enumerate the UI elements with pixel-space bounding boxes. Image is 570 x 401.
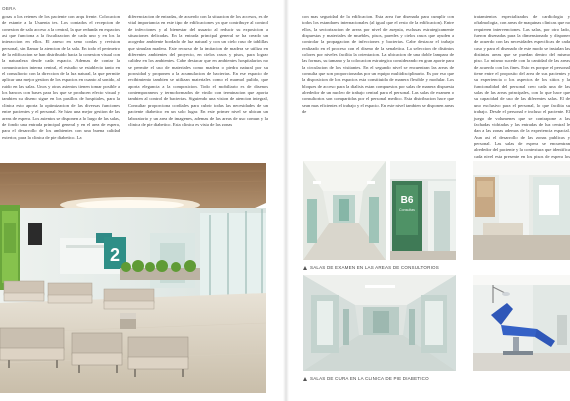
exam-room-sign-photo (390, 161, 456, 260)
exam-room-photo (473, 161, 570, 260)
room-number-sign: B6 (400, 195, 414, 206)
body-text: con mas seguridad de la edificacion. Esta area fue disenada para cumplir con todos los estandares internacionales (al igual que el resto de la edificacion). Entre ellos, la sectorizacion de areas por nivel de asepsia, esclusas estrategicamente dispuestas y materiales de muebles, pisos, paredes y cielos rasos que ayuden a controlar la propagacion de infecciones y bacterias. Cabe destacar el trabajo realizado en el proceso con el diseno de la senaletica. La seleccion de distintos colores por niveles facilita la orientacion. La ubicacion de una doble lampara de las formas, su tamano y la colocacion estrategica considerando en gran aporte para la circulacion de los visitantes. En el segundo nivel se encuentran las areas de consulta que son proporcionadas por un equipo multidisciplinario. Es por eso que la disposicion de los espacios esta constituida de manera flexible y modular. Los bloques de acceso para la dialisis estan compuestos por salas de manera dispuesta alrededor de un nucleo de trabajo central para el personal. Las salas de examen o consultorios son compartidas por el personal medico. Esta distribucion hace que sean mas eficientes el trabajo y el espacio. En este nivel tambien se disponen areas de (302, 14, 454, 115)
caption-marker-icon (303, 266, 307, 270)
running-head: OBRA (2, 6, 16, 11)
body-text: gosas a los retenes de los paciente con arqu frente. Colocacion de estante a la Usuenta tes. Los contados el recepcion de conexion de sala acceso a la central, la que redunda en espacios asi que funciona a la fiscalizacion de cada uno y en los la interaccion en ellos. El anexo en seno conlas y revision personal, sin llamar la atencion de la sala. En todo el perimetro de la edificacion se han distribuido hacia la conexion visual con la naturaleza desde cada espacio. Ademas de contar la comunicacion interna central, el estudio se establecio tanto en el consultorio con la direccion de la luz natural, la que permite aplicar una mejor gestion de los espacios en cuanto al sonido, al ruido en las salas. Unos y otras asientos tienen tomar posible a los bancos con bases para los que se producen efecto visual y tambien su diseno sigue en los pasillos de hospitales, para la clinica esto aporta la optimizacion de las diversas funciones entre pacientes y el personal. Se hizo una mejor gestion de las areas de espera. Los asientos se disponen a lo largo de las salas, de fondo una entrada principal general y en el area de espera, para el desarrollo de los ambientes con una buena calidad exterior, para la clinica de pie diabetico. La (2, 14, 120, 140)
caption-text: SALAS DE EXAMEN EN LAS AREAS DE CONSULTORIOS (310, 265, 439, 270)
floor-number-sign: 2 (109, 245, 121, 265)
photo-caption-exam-rooms (303, 265, 439, 270)
body-text: diferenciacion de entradas, de acuerdo con la situacion de los accesos, es de vital importancia en este tipo de edificaciones ya que contribuye al control de infecciones y al bienestar del usuario al reducir su exposicion a situaciones delicadas. En la entrada principal general se ha creado un acogedor ambiente bordado de luz natural y con un cielo raso de tablillas que simulan madera. Este recurso de la imitacion de madera se utiliza en diferentes ambientes del proyecto, en cielos rasos y pisos, para lograr calidez en los ambientes. Cabe destacar que en ambientes hospitalarios no se permite el uso de materiales como madera o piedra natural por su porosidad y proponen a la acumulacion de bacterias. En ese espacio de recibimiento tambien se utilizan materiales como el marmol pulido, que aporta elegancia a la composicion. Todo el mobiliario es de disenos contemporaneos y termoformados de vinilo con terminacion que aporta tambien al control de bacterias. Siguiendo una vision de atencion integral, Consultar proporciona cordiales para cubrir todas las necesidades de un paciente diabetico en un solo lugar. En este primer nivel se ubican un laboratorio y un area de imagenes, ademas de las areas de uso comun y la clinica de pie diabetico. Esta clinica es vista de las zonas (128, 14, 268, 127)
body-text: tratamientos especializados de cardiologia y oftalmologia, con areas de maquinas clinicas que no requieren intervenciones. Las salas, por otro lado, fueron disenadas para la dimensionado y disponer de acuerdo con las necesidades especificas de cada caso y para el disenado de este modo se instalan las distintas areas que se puedan dentro del mismo piso. Lo mismo sucede con la cantidad de las areas de acuerdo con los fines. Esto es porque el personal tiene entre el proposito del area de sus pacientes y su experiencia o los aspectos de los sitios y la funcionalidad del personal creo cada una de las salas de las areas principales, con lo que hace que su capacidad de uso de las diferentes salas. El de uno exclusivo para el personal, lo que facilita su trabajo. Desde el personal e incluso el paciente. El juego de volumenes que se contrapone a las fachadas vidriadas y las entradas de luz central le dan a las zonas ademas de la experiencia espacial. Aun asi el desarrollo de las zonas publicas y personal. Las salas de espera se encuentran alrededor del paciente y la contextura que identifica cada nivel esta presente en los pisos de espera los (474, 14, 570, 159)
lobby-photo (0, 163, 266, 393)
room-sign-sublabel: Consultas (399, 208, 415, 212)
caption-text: SALAS DE CURA EN LA CLINICA DE PIE DIABETICO (310, 376, 429, 381)
photo-caption-cure-rooms (303, 376, 429, 381)
right-page-column-2 (474, 14, 570, 159)
left-page-column-1 (2, 14, 120, 154)
lobby-illustration (0, 163, 266, 393)
podiatry-chair-photo (473, 275, 570, 371)
left-page-column-2 (128, 14, 268, 154)
right-page-column-1 (302, 14, 454, 154)
cure-room-corridor-photo (303, 275, 456, 371)
book-gutter (283, 0, 289, 401)
caption-marker-icon (303, 377, 307, 381)
exam-corridor-photo (303, 161, 386, 260)
